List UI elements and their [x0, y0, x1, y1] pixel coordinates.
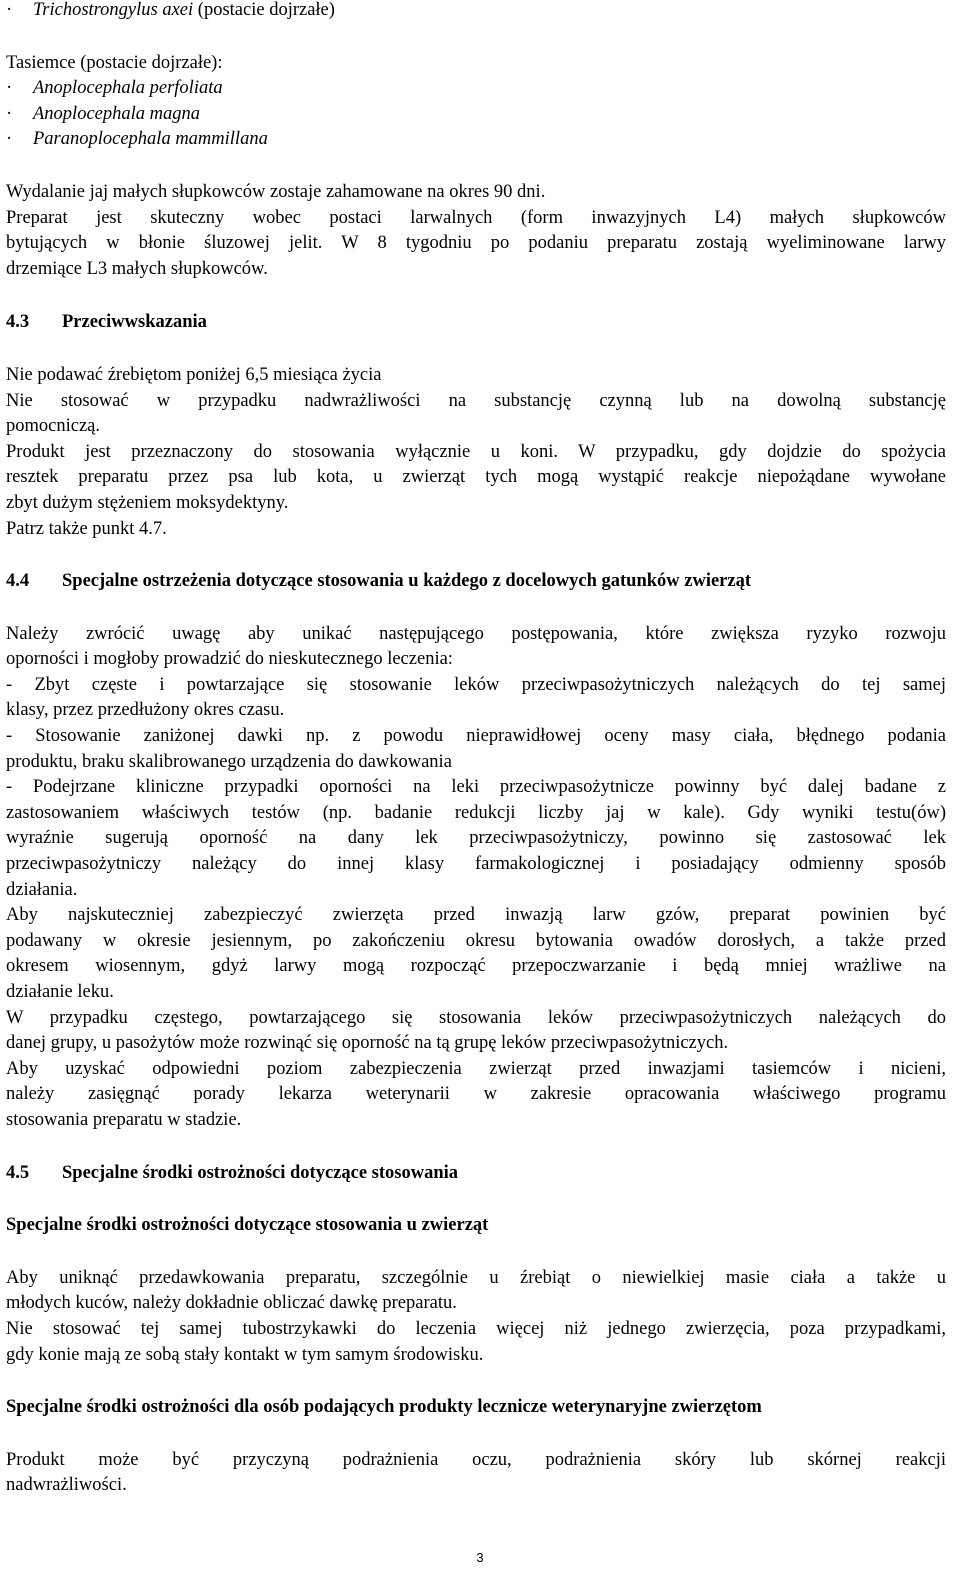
paragraph-line: zbyt dużym stężeniem moksydektyny.	[6, 492, 289, 513]
paragraph-line: Nie podawać źrebiętom poniżej 6,5 miesiąca życia	[6, 364, 382, 385]
section-title: Specjalne środki ostrożności dotyczące stosowania	[62, 1162, 459, 1183]
paragraph-line: Preparat jest skuteczny wobec postaci larwalnych (form inwazyjnych L4) małych słupkowców	[6, 207, 946, 228]
paragraph-line: okresem wiosennym, gdyż larwy mogą rozpocząć przepoczwarzanie i będą mniej wrażliwe na	[6, 956, 946, 977]
species-name: Anoplocephala magna	[33, 103, 200, 124]
section-number: 4.5	[6, 1162, 30, 1183]
section-title: Specjalne ostrzeżenia dotyczące stosowania u każdego z docelowych gatunków zwierząt	[62, 571, 752, 592]
section-number: 4.4	[6, 571, 30, 592]
bullet: ·	[6, 0, 13, 20]
paragraph-line: Aby najskuteczniej zabezpieczyć zwierzęta przed inwazją larw gzów, preparat powinien być	[6, 905, 946, 926]
paragraph-line: młodych kuców, należy dokładnie obliczać dawkę preparatu.	[6, 1293, 457, 1314]
section-heading-4-5	[6, 1161, 946, 1187]
paragraph-line: wyraźnie sugerują oporność na dany lek przeciwpasożytniczy, powinno się zastosować lek	[6, 828, 946, 849]
species-list-item	[6, 0, 946, 24]
subsection-heading: Specjalne środki ostrożności dotyczące stosowania u zwierząt	[6, 1215, 489, 1236]
paragraph-line: działania.	[6, 879, 78, 900]
paragraph-line: Wydalanie jaj małych słupkowców zostaje zahamowane na okres 90 dni.	[6, 181, 546, 202]
paragraph-line: produktu, braku skalibrowanego urządzenia do dawkowania	[6, 751, 452, 772]
paragraph-line: resztek preparatu przez psa lub kota, u zwierząt tych mogą wystąpić reakcje niepożądane wywołane	[6, 467, 946, 488]
species-list-item	[6, 127, 946, 153]
paragraph-line: danej grupy, u pasożytów może rozwinąć się oporność na tą grupę leków przeciwpasożytniczych.	[6, 1033, 729, 1054]
paragraph-line: Aby uzyskać odpowiedni poziom zabezpieczenia zwierząt przed inwazjami tasiemców i nicieni,	[6, 1058, 946, 1079]
section-heading-4-4	[6, 569, 946, 595]
paragraph-line: - Zbyt częste i powtarzające się stosowanie leków przeciwpasożytniczych należących do tej samej	[6, 674, 946, 695]
paragraph-line: - Podejrzane kliniczne przypadki oporności na leki przeciwpasożytnicze powinny być dalej badane z	[6, 777, 946, 798]
paragraph-line: - Stosowanie zaniżonej dawki np. z powodu nieprawidłowej oceny masy ciała, błędnego podania	[6, 726, 946, 747]
paragraph-line: stosowania preparatu w stadzie.	[6, 1109, 242, 1130]
paragraph-line: gdy konie mają ze sobą stały kontakt w tym samym środowisku.	[6, 1344, 484, 1365]
species-list-item	[6, 76, 946, 102]
species-note: (postacie dojrzałe)	[193, 0, 335, 20]
paragraph-line: Nie stosować tej samej tubostrzykawki do leczenia więcej niż jednego zwierzęcia, poza przypadkami,	[6, 1318, 946, 1339]
subsection-heading: Specjalne środki ostrożności dla osób podających produkty lecznicze weterynaryjne zwierzętom	[6, 1397, 762, 1418]
species-name: Paranoplocephala mammillana	[33, 129, 268, 150]
paragraph-line: podawany w okresie jesiennym, po zakończeniu okresu bytowania owadów dorosłych, a także przed	[6, 930, 946, 951]
paragraph-line: zastosowaniem właściwych testów (np. badanie redukcji liczby jaj w kale). Gdy wyniki testu(ów)	[6, 802, 946, 823]
paragraph-line: działanie leku.	[6, 982, 114, 1002]
species-name: Anoplocephala perfoliata	[33, 78, 223, 99]
paragraph-line: Patrz także punkt 4.7.	[6, 518, 167, 539]
paragraph-line: bytujących w błonie śluzowej jelit. W 8 tygodniu po podaniu preparatu zostają wyeliminowane larwy	[6, 233, 946, 254]
paragraph-line: przeciwpasożytniczy należący do innej klasy farmakologicznej i posiadający odmienny sposób	[6, 854, 946, 875]
paragraph-line: oporności i mogłoby prowadzić do nieskutecznego leczenia:	[6, 649, 453, 670]
paragraph-line: Produkt jest przeznaczony do stosowania wyłącznie u koni. W przypadku, gdy dojdzie do spożycia	[6, 441, 946, 462]
paragraph-line: nadwrażliwości.	[6, 1475, 127, 1496]
tapeworms-label: Tasiemce (postacie dojrzałe):	[6, 52, 223, 73]
page-number: 3	[476, 1550, 484, 1565]
section-heading-4-3	[6, 310, 946, 336]
section-title: Przeciwwskazania	[62, 312, 207, 333]
paragraph-line: Należy zwrócić uwagę aby unikać następującego postępowania, które zwiększa ryzyko rozwoju	[6, 623, 946, 644]
paragraph-line: klasy, przez przedłużony okres czasu.	[6, 700, 285, 721]
paragraph-line: Aby uniknąć przedawkowania preparatu, szczególnie u źrebiąt o niewielkiej masie ciała a także u	[6, 1267, 946, 1288]
paragraph-line: należy zasięgnąć porady lekarza weterynarii w zakresie opracowania właściwego programu	[6, 1084, 946, 1105]
bullet: ·	[6, 78, 13, 99]
section-number: 4.3	[6, 312, 30, 333]
bullet: ·	[6, 129, 13, 150]
paragraph-line: W przypadku częstego, powtarzającego się stosowania leków przeciwpasożytniczych należących do	[6, 1007, 946, 1028]
paragraph-line: drzemiące L3 małych słupkowców.	[6, 258, 268, 279]
paragraph-line: Nie stosować w przypadku nadwrażliwości na substancję czynną lub na dowolną substancję	[6, 390, 946, 411]
species-name: Trichostrongylus axei	[33, 0, 194, 20]
species-list-item	[6, 102, 946, 128]
paragraph-line: pomocniczą.	[6, 416, 100, 437]
document-page	[6, 0, 946, 1499]
paragraph-line: Produkt może być przyczyną podrażnienia oczu, podrażnienia skóry lub skórnej reakcji	[6, 1449, 946, 1470]
bullet: ·	[6, 103, 13, 124]
